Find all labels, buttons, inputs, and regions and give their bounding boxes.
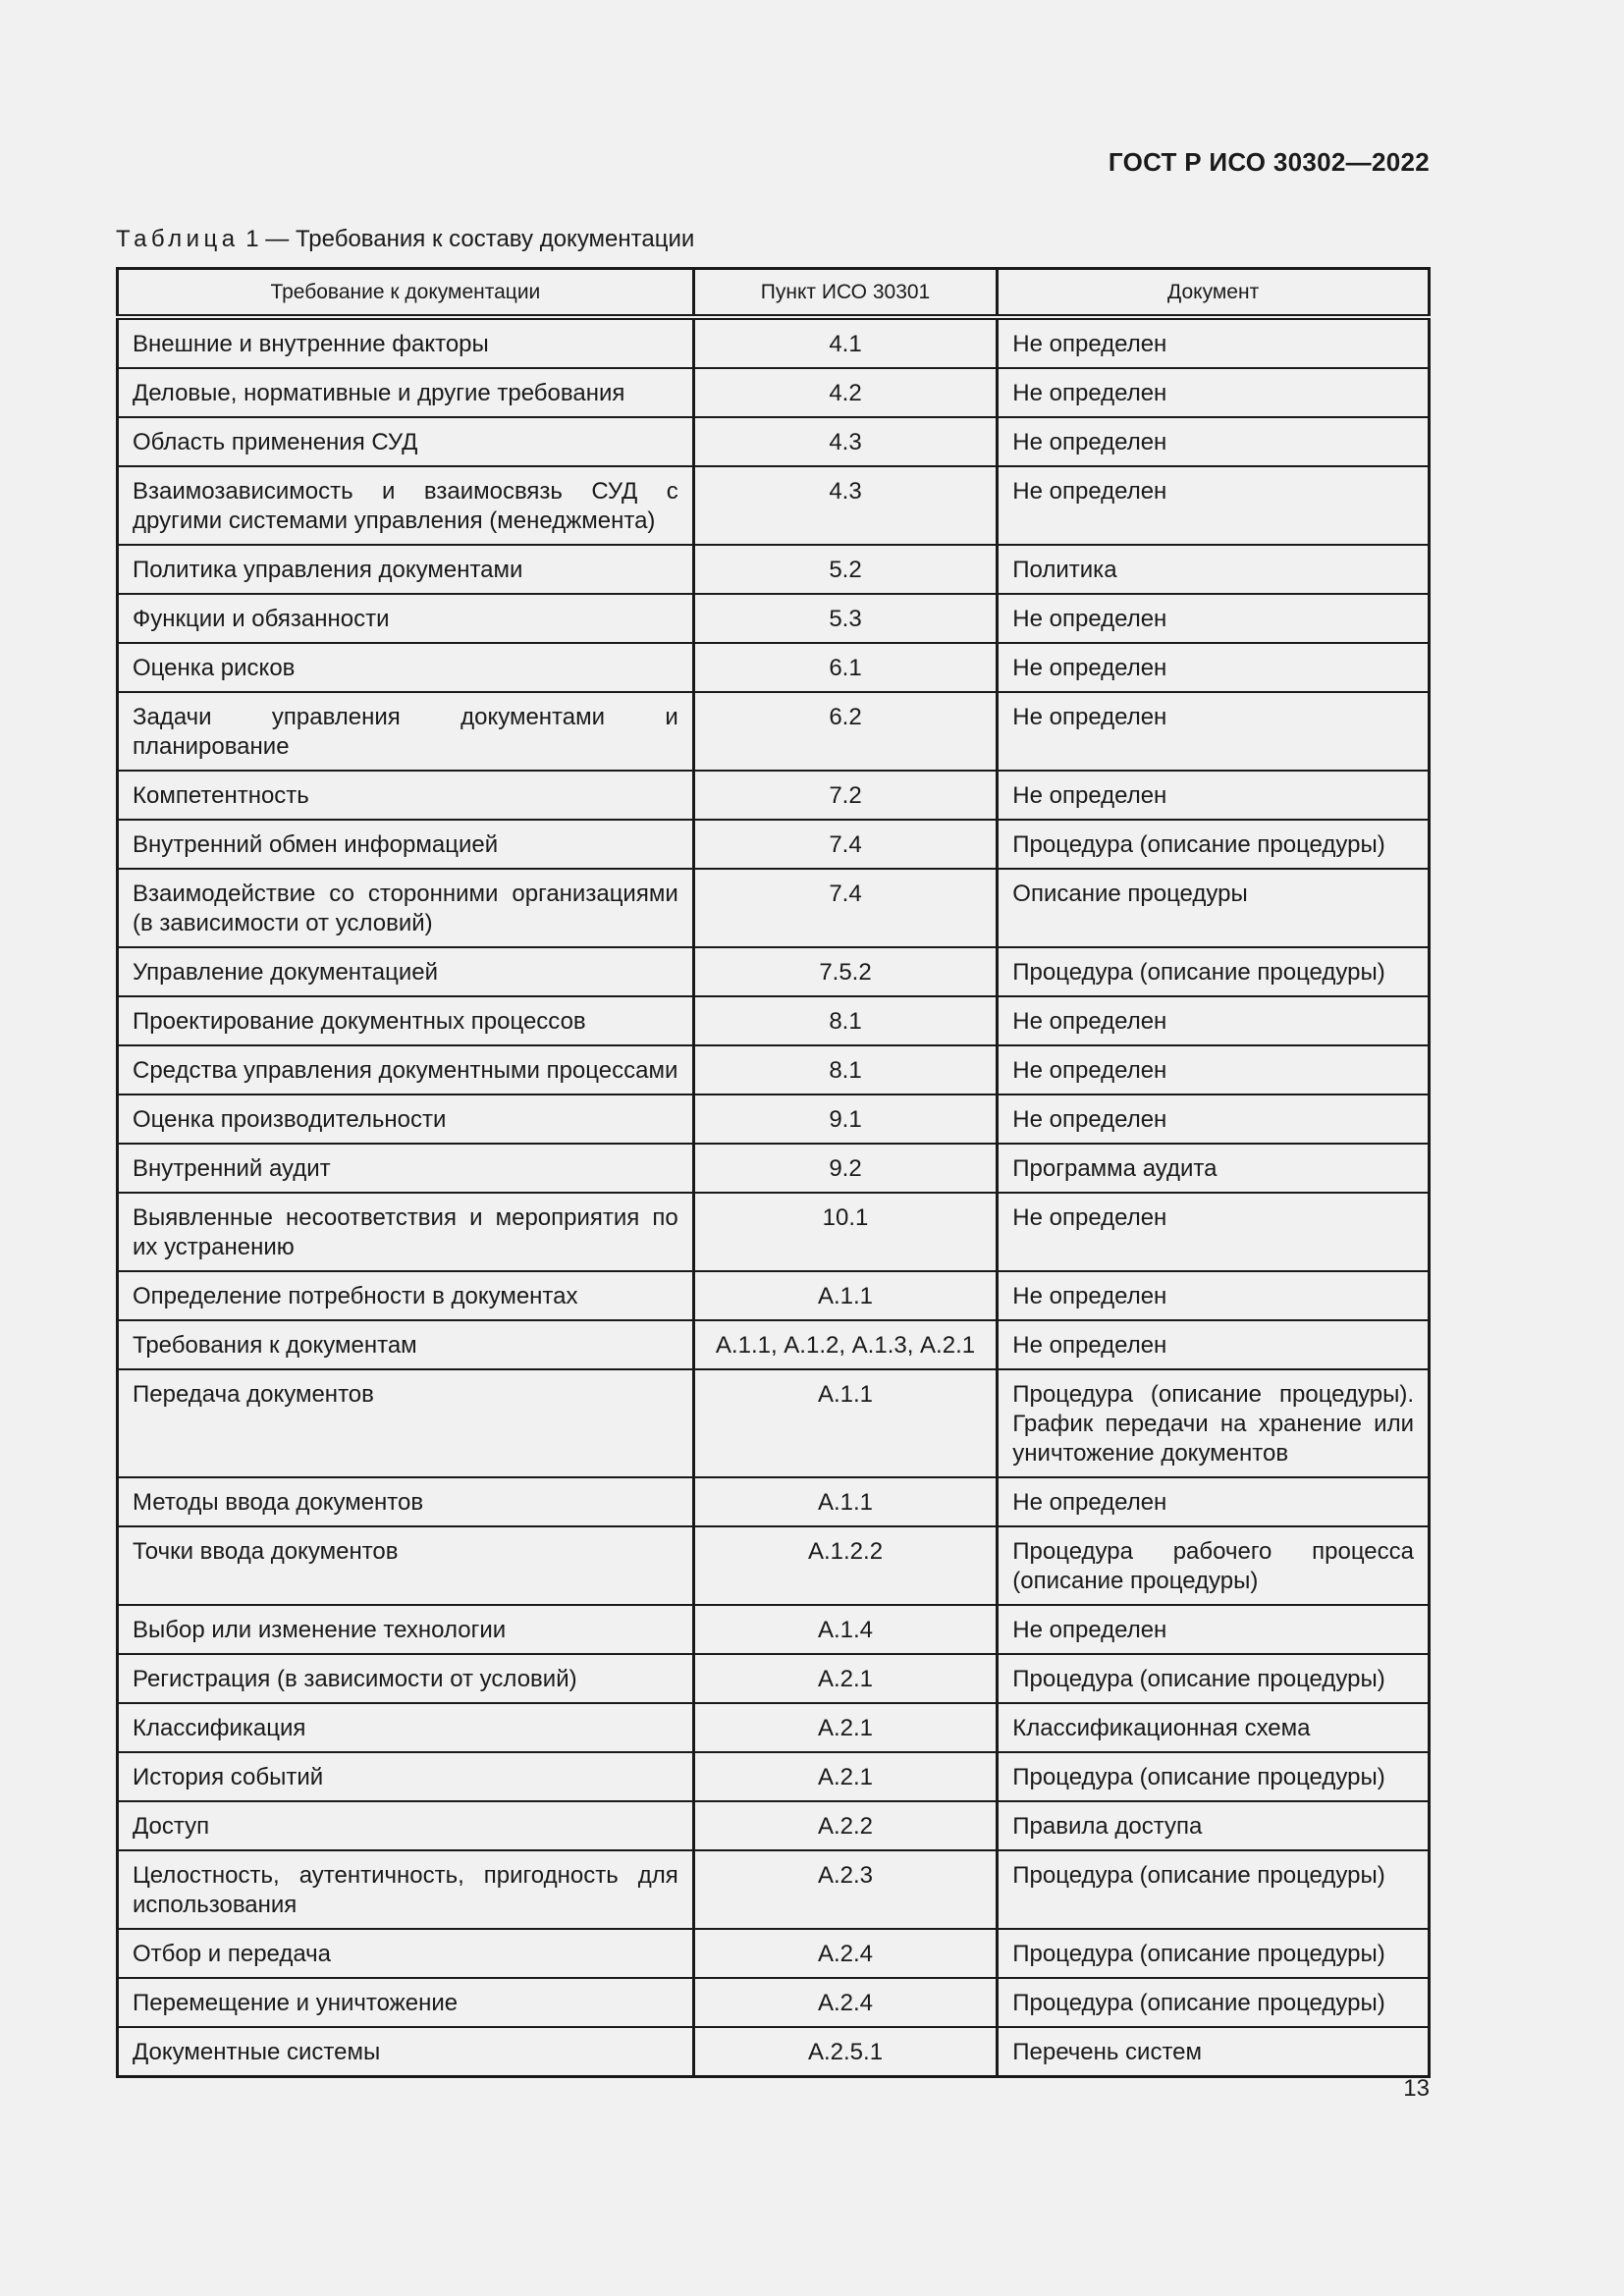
clause-cell: А.1.2.2 — [693, 1526, 998, 1605]
document-cell: Не определен — [998, 594, 1430, 643]
requirement-cell: Выявленные несоответствия и мероприятия по их устранению — [118, 1193, 694, 1271]
table-row — [118, 1929, 1430, 1978]
table-row — [118, 1193, 1430, 1271]
table-row — [118, 947, 1430, 996]
document-cell: Процедура (описание процедуры) — [998, 1752, 1430, 1801]
requirement-cell: Внешние и внутренние факторы — [118, 317, 694, 368]
clause-cell: 4.3 — [693, 466, 998, 545]
requirement-cell: Регистрация (в зависимости от условий) — [118, 1654, 694, 1703]
clause-cell: 8.1 — [693, 996, 998, 1045]
table-row — [118, 317, 1430, 368]
table-row — [118, 1654, 1430, 1703]
table-row — [118, 594, 1430, 643]
requirement-cell: Методы ввода документов — [118, 1477, 694, 1526]
requirement-cell: Средства управления документными процессами — [118, 1045, 694, 1095]
table-row — [118, 1045, 1430, 1095]
requirement-cell: Требования к документам — [118, 1320, 694, 1369]
table-row — [118, 771, 1430, 820]
clause-cell: 8.1 — [693, 1045, 998, 1095]
table-row — [118, 1978, 1430, 2027]
table-row — [118, 996, 1430, 1045]
document-cell: Правила доступа — [998, 1801, 1430, 1850]
table-row — [118, 1095, 1430, 1144]
clause-cell: А.1.1 — [693, 1369, 998, 1477]
document-cell: Не определен — [998, 1477, 1430, 1526]
table-row — [118, 545, 1430, 594]
requirements-table — [116, 267, 1431, 2078]
table-row — [118, 368, 1430, 417]
requirement-cell: Политика управления документами — [118, 545, 694, 594]
table-row — [118, 692, 1430, 771]
clause-cell: А.2.4 — [693, 1929, 998, 1978]
requirement-cell: Внутренний аудит — [118, 1144, 694, 1193]
requirement-cell: Документные системы — [118, 2027, 694, 2077]
table-row — [118, 466, 1430, 545]
requirement-cell: Оценка рисков — [118, 643, 694, 692]
document-cell: Не определен — [998, 417, 1430, 466]
requirement-cell: Внутренний обмен информацией — [118, 820, 694, 869]
table-row — [118, 1477, 1430, 1526]
requirement-cell: Управление документацией — [118, 947, 694, 996]
table-row — [118, 2027, 1430, 2077]
table-row — [118, 1703, 1430, 1752]
document-cell: Не определен — [998, 643, 1430, 692]
table-row — [118, 1526, 1430, 1605]
clause-cell: 4.2 — [693, 368, 998, 417]
clause-cell: 10.1 — [693, 1193, 998, 1271]
table-row — [118, 1320, 1430, 1369]
requirement-cell: Классификация — [118, 1703, 694, 1752]
clause-cell: А.2.1 — [693, 1703, 998, 1752]
requirement-cell: Взаимодействие со сторонними организациями (в зависимости от условий) — [118, 869, 694, 947]
document-cell: Не определен — [998, 1320, 1430, 1369]
requirement-cell: Область применения СУД — [118, 417, 694, 466]
document-cell: Процедура (описание процедуры) — [998, 1654, 1430, 1703]
clause-cell: А.1.4 — [693, 1605, 998, 1654]
document-code: ГОСТ Р ИСО 30302—2022 — [1108, 147, 1430, 177]
clause-cell: А.2.1 — [693, 1752, 998, 1801]
table-row — [118, 1144, 1430, 1193]
document-cell: Процедура рабочего процесса (описание процедуры) — [998, 1526, 1430, 1605]
requirement-cell: Деловые, нормативные и другие требования — [118, 368, 694, 417]
table-row — [118, 1369, 1430, 1477]
table-row — [118, 1271, 1430, 1320]
clause-cell: 4.1 — [693, 317, 998, 368]
document-cell: Процедура (описание процедуры) — [998, 1978, 1430, 2027]
requirement-cell: Доступ — [118, 1801, 694, 1850]
table-row — [118, 1605, 1430, 1654]
document-cell: Не определен — [998, 692, 1430, 771]
requirement-cell: История событий — [118, 1752, 694, 1801]
clause-cell: 7.4 — [693, 869, 998, 947]
document-cell: Процедура (описание процедуры) — [998, 820, 1430, 869]
clause-cell: 9.2 — [693, 1144, 998, 1193]
clause-cell: 4.3 — [693, 417, 998, 466]
document-cell: Не определен — [998, 1605, 1430, 1654]
clause-cell: А.2.4 — [693, 1978, 998, 2027]
clause-cell: 7.5.2 — [693, 947, 998, 996]
document-cell: Не определен — [998, 1193, 1430, 1271]
document-cell: Не определен — [998, 1045, 1430, 1095]
requirement-cell: Компетентность — [118, 771, 694, 820]
document-cell: Не определен — [998, 368, 1430, 417]
document-cell: Описание процедуры — [998, 869, 1430, 947]
table-row — [118, 643, 1430, 692]
table-row — [118, 1801, 1430, 1850]
table-row — [118, 820, 1430, 869]
document-cell: Не определен — [998, 466, 1430, 545]
page-number: 13 — [1403, 2075, 1430, 2102]
document-cell: Процедура (описание процедуры). График передачи на хранение или уничтожение документов — [998, 1369, 1430, 1477]
column-header-document: Документ — [998, 269, 1430, 318]
requirement-cell: Функции и обязанности — [118, 594, 694, 643]
clause-cell: А.2.1 — [693, 1654, 998, 1703]
column-header-clause: Пункт ИСО 30301 — [693, 269, 998, 318]
table-row — [118, 869, 1430, 947]
document-cell: Не определен — [998, 317, 1430, 368]
clause-cell: 7.4 — [693, 820, 998, 869]
column-header-requirement: Требование к документации — [118, 269, 694, 318]
requirement-cell: Проектирование документных процессов — [118, 996, 694, 1045]
document-cell: Классификационная схема — [998, 1703, 1430, 1752]
clause-cell: А.2.3 — [693, 1850, 998, 1929]
table-row — [118, 1850, 1430, 1929]
clause-cell: 7.2 — [693, 771, 998, 820]
document-cell: Процедура (описание процедуры) — [998, 947, 1430, 996]
clause-cell: 9.1 — [693, 1095, 998, 1144]
table-caption-label: Таблица — [116, 226, 240, 252]
requirement-cell: Определение потребности в документах — [118, 1271, 694, 1320]
requirement-cell: Взаимозависимость и взаимосвязь СУД с другими системами управления (менеджмента) — [118, 466, 694, 545]
table-caption-text: 1 — Требования к составу документации — [245, 226, 695, 252]
clause-cell: А.1.1 — [693, 1477, 998, 1526]
clause-cell: 5.3 — [693, 594, 998, 643]
clause-cell: А.2.2 — [693, 1801, 998, 1850]
document-cell: Перечень систем — [998, 2027, 1430, 2077]
table-caption — [116, 226, 694, 253]
requirement-cell: Целостность, аутентичность, пригодность для использования — [118, 1850, 694, 1929]
requirement-cell: Точки ввода документов — [118, 1526, 694, 1605]
table-header-row — [118, 269, 1430, 318]
clause-cell: 6.1 — [693, 643, 998, 692]
clause-cell: А.1.1, А.1.2, А.1.3, А.2.1 — [693, 1320, 998, 1369]
document-cell: Не определен — [998, 996, 1430, 1045]
requirement-cell: Выбор или изменение технологии — [118, 1605, 694, 1654]
document-cell: Не определен — [998, 1095, 1430, 1144]
table-row — [118, 1752, 1430, 1801]
document-cell: Не определен — [998, 1271, 1430, 1320]
requirement-cell: Задачи управления документами и планирование — [118, 692, 694, 771]
document-cell: Политика — [998, 545, 1430, 594]
requirement-cell: Оценка производительности — [118, 1095, 694, 1144]
clause-cell: А.1.1 — [693, 1271, 998, 1320]
clause-cell: А.2.5.1 — [693, 2027, 998, 2077]
document-cell: Процедура (описание процедуры) — [998, 1929, 1430, 1978]
document-cell: Процедура (описание процедуры) — [998, 1850, 1430, 1929]
document-cell: Не определен — [998, 771, 1430, 820]
requirement-cell: Передача документов — [118, 1369, 694, 1477]
table-body — [118, 317, 1430, 2077]
clause-cell: 5.2 — [693, 545, 998, 594]
table-row — [118, 417, 1430, 466]
document-cell: Программа аудита — [998, 1144, 1430, 1193]
requirement-cell: Перемещение и уничтожение — [118, 1978, 694, 2027]
requirement-cell: Отбор и передача — [118, 1929, 694, 1978]
clause-cell: 6.2 — [693, 692, 998, 771]
